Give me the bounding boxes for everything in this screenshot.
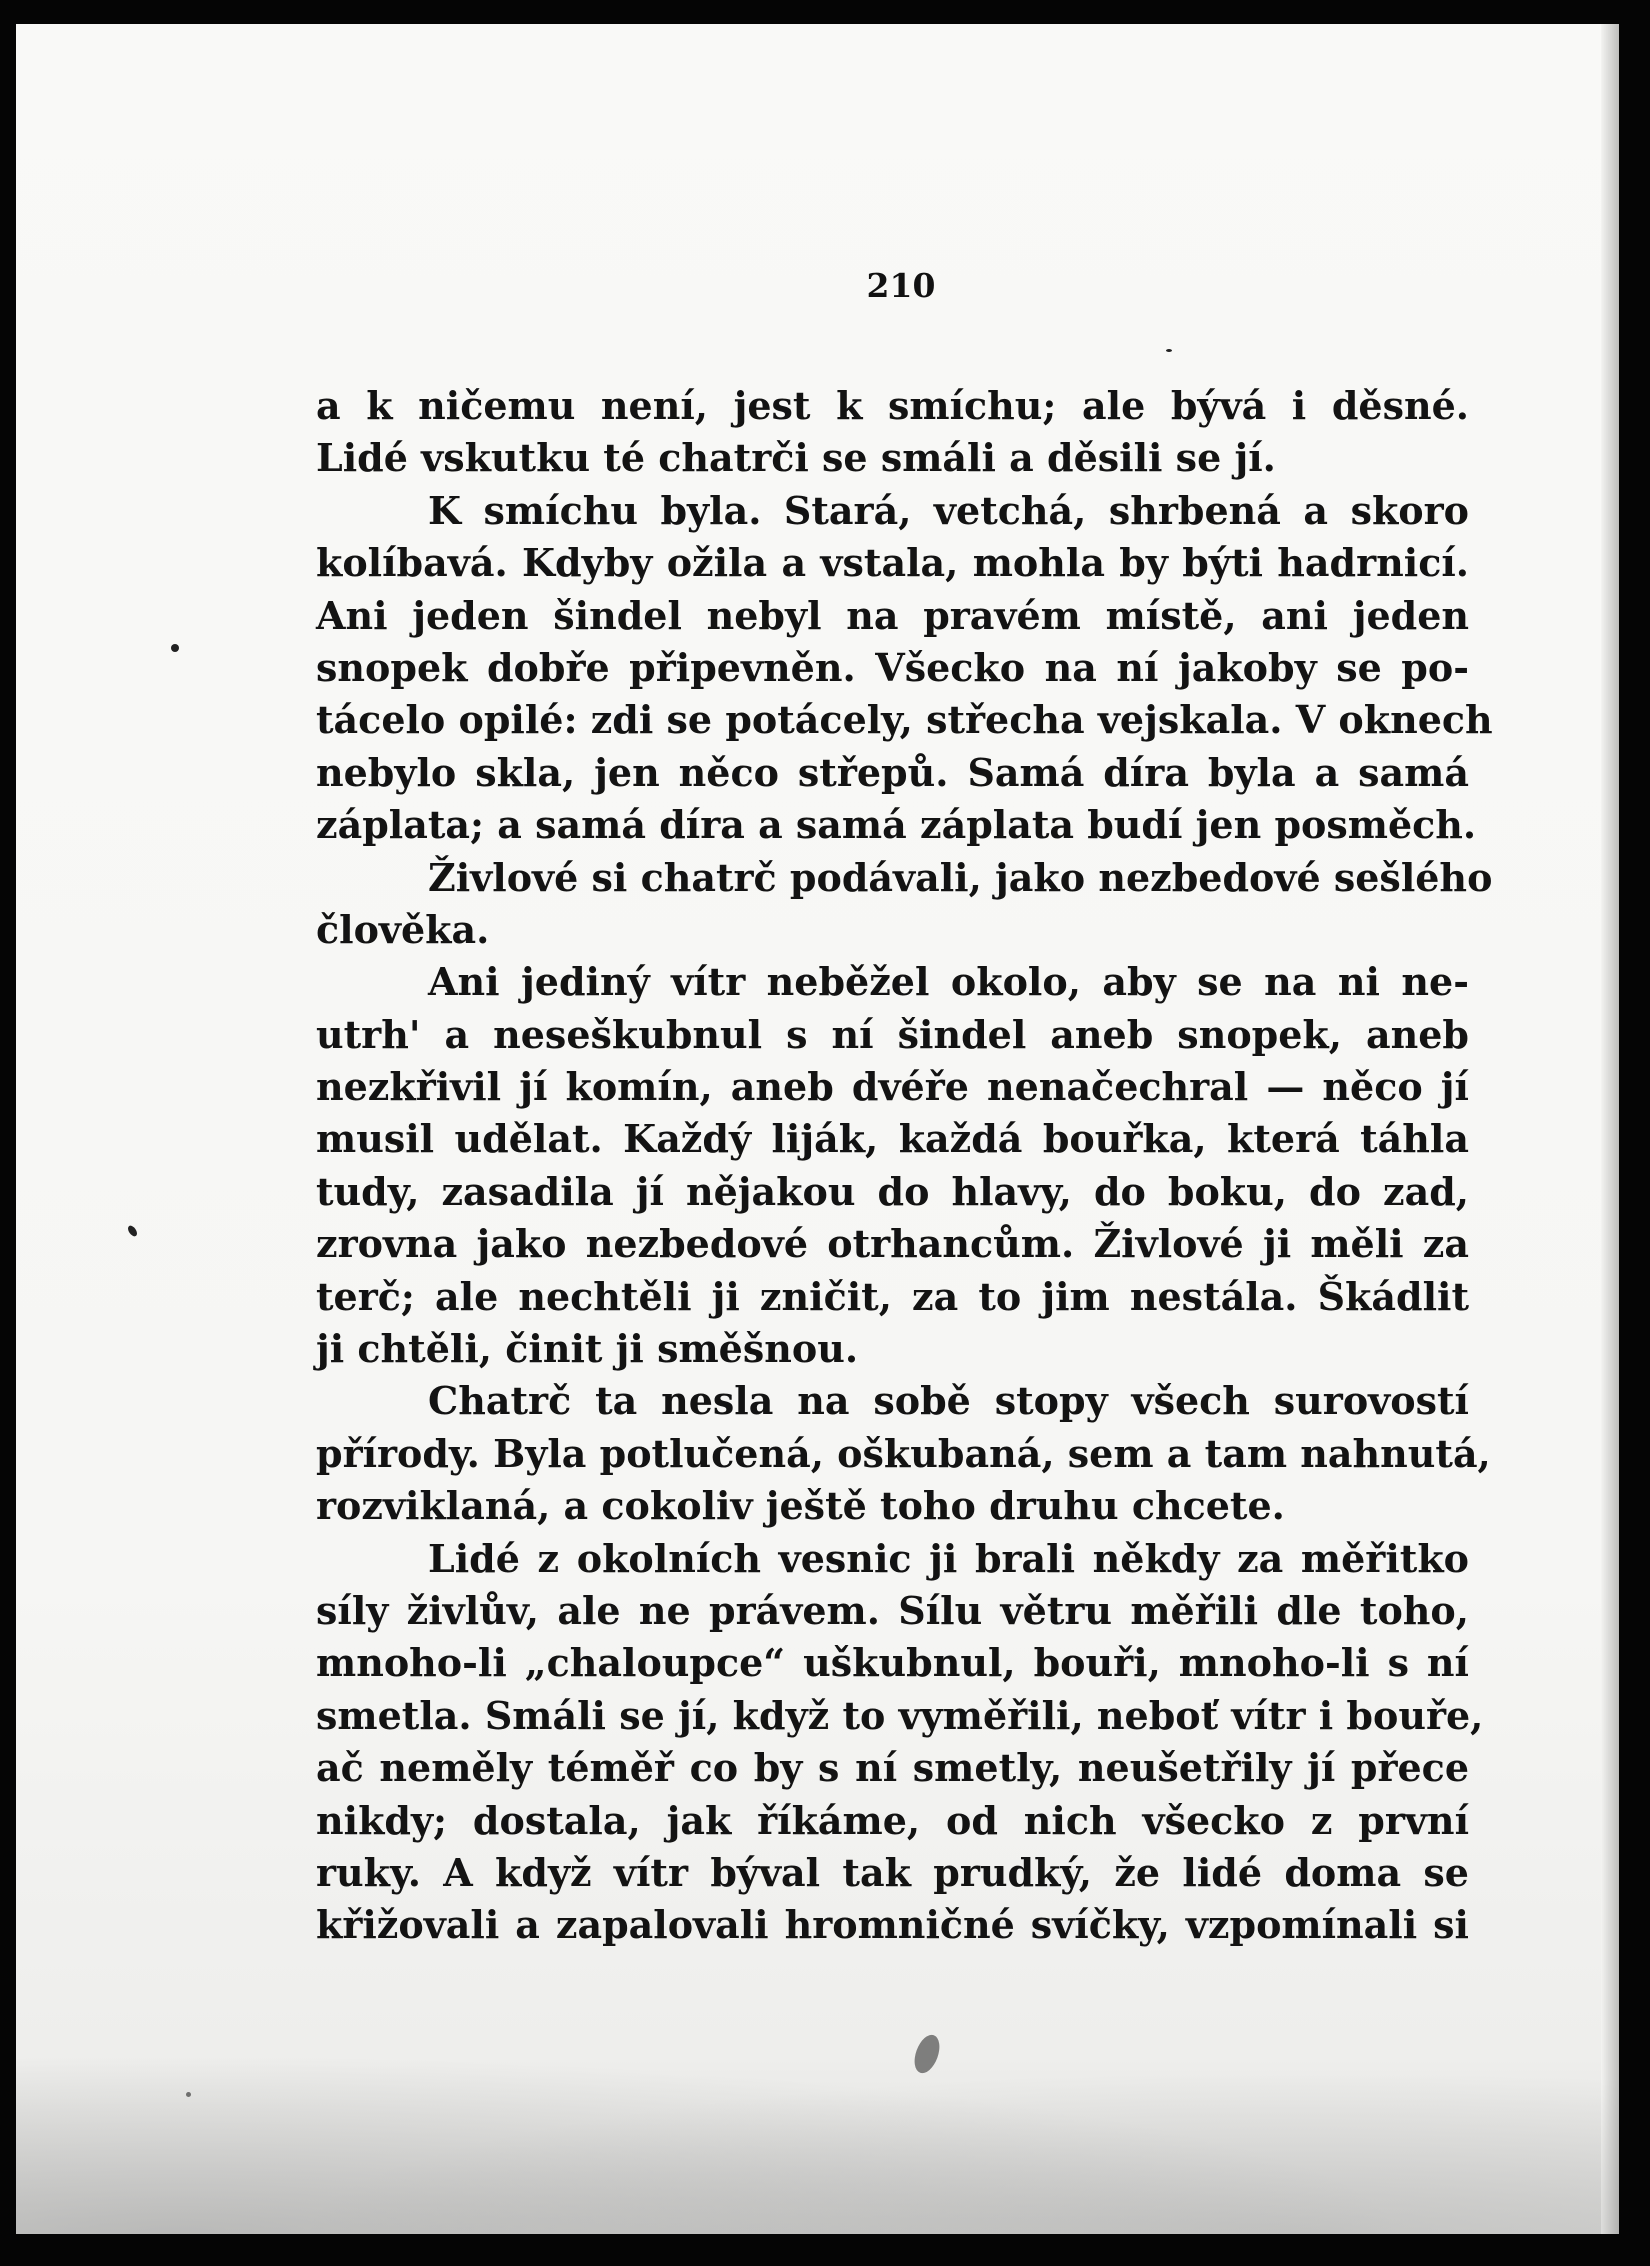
text-line: smetla. Smáli se jí, když to vyměřili, neboť vítr i bouře, <box>316 1692 1484 1738</box>
page-number: 210 <box>866 266 936 305</box>
text-line: síly živlův, ale ne právem. Sílu větru měřili dle toho, <box>316 1587 1469 1633</box>
text-line: ruky. A když vítr býval tak prudký, že lidé doma se <box>316 1849 1469 1895</box>
text-line: rozviklaná, a cokoliv ještě toho druhu chcete. <box>316 1483 1285 1529</box>
scan-speck <box>186 2092 191 2097</box>
text-line: mnoho-li „chaloupce“ uškubnul, bouři, mnoho-li s ní <box>316 1640 1469 1686</box>
text-line: ji chtěli, činit ji směšnou. <box>316 1326 859 1372</box>
text-line: Lidé vskutku té chatrči se smáli a děsili se jí. <box>316 435 1276 481</box>
text-line: zrovna jako nezbedové otrhancům. Živlové ji měli za <box>316 1221 1469 1267</box>
scan-speck <box>171 644 179 652</box>
text-line: a k ničemu není, jest k smíchu; ale bývá i děsné. <box>316 383 1469 428</box>
text-line: nikdy; dostala, jak říkáme, od nich všecko z první <box>316 1797 1469 1843</box>
text-line: tácelo opilé: zdi se potácely, střecha vejskala. V oknech <box>316 697 1493 743</box>
text-line: Chatrč ta nesla na sobě stopy všech surovostí <box>428 1378 1469 1424</box>
text-line: záplata; a samá díra a samá záplata budí jen posměch. <box>316 802 1477 848</box>
scan-smudge <box>16 2024 1619 2234</box>
text-line: Lidé z okolních vesnic ji brali někdy za měřitko <box>428 1535 1469 1581</box>
scan-speck <box>1166 349 1172 352</box>
text-line: musil udělat. Každý liják, každá bouřka, která táhla <box>316 1116 1469 1162</box>
text-line: Živlové si chatrč podávali, jako nezbedové sešlého <box>428 854 1493 900</box>
text-line: křižovali a zapalovali hromničné svíčky, vzpomínali si <box>316 1902 1469 1948</box>
text-line: Ani jeden šindel nebyl na pravém místě, ani jeden <box>316 592 1469 638</box>
text-line: kolíbavá. Kdyby ožila a vstala, mohla by býti hadrnicí. <box>316 540 1469 586</box>
text-line: utrh' a neseškubnul s ní šindel aneb snopek, aneb <box>316 1011 1469 1057</box>
text-line: nezkřivil jí komín, aneb dvéře nenačechral — něco jí <box>316 1064 1469 1110</box>
text-line: snopek dobře připevněn. Všecko na ní jakoby se po- <box>316 644 1469 690</box>
text-line: ač neměly téměř co by s ní smetly, neušetřily jí přece <box>316 1745 1469 1791</box>
paper-sheet <box>16 24 1619 2234</box>
text-line: terč; ale nechtěli ji zničit, za to jim nestála. Škádlit <box>316 1273 1469 1319</box>
text-line: člověka. <box>316 906 490 952</box>
body-text <box>316 380 1493 1952</box>
text-line: nebylo skla, jen něco střepů. Samá díra byla a samá <box>316 749 1469 795</box>
text-line: přírody. Byla potlučená, oškubaná, sem a tam nahnutá, <box>316 1430 1491 1476</box>
text-line: Ani jediný vítr neběžel okolo, aby se na ni ne- <box>428 959 1469 1005</box>
page-edge-shadow <box>1601 24 1619 2234</box>
scan-speck <box>126 1224 139 1238</box>
text-line: K smíchu byla. Stará, vetchá, shrbená a skoro <box>428 487 1469 533</box>
text-line: tudy, zasadila jí nějakou do hlavy, do boku, do zad, <box>316 1168 1469 1214</box>
